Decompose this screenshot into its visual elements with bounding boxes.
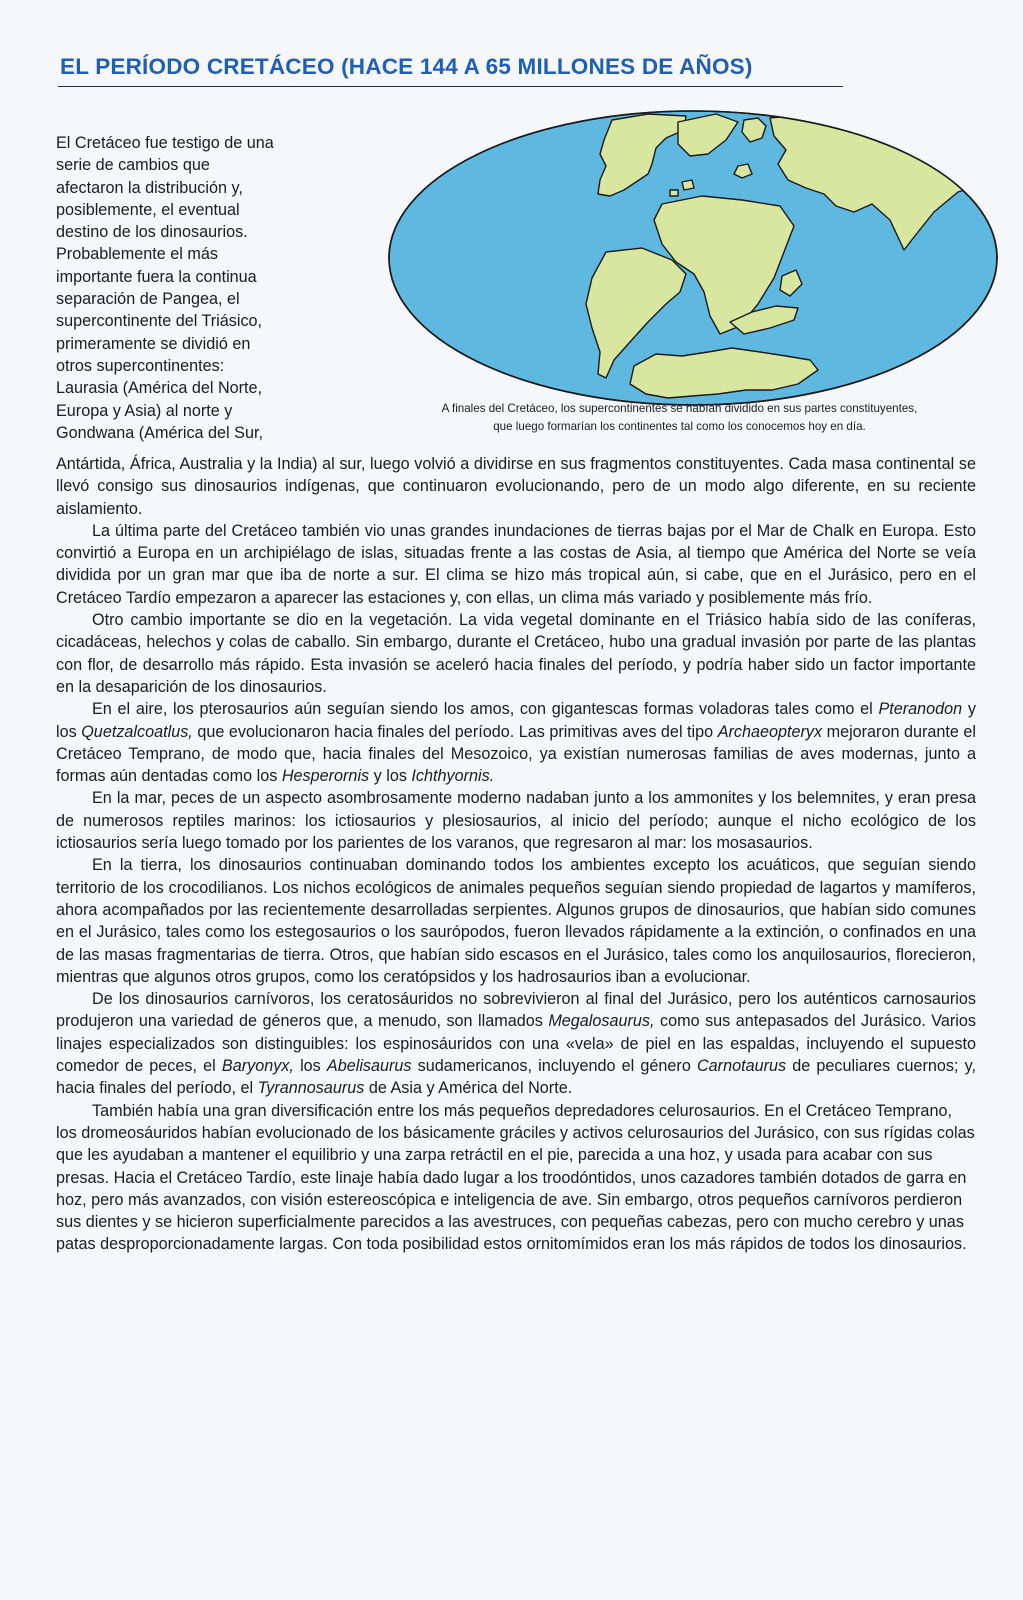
caption-line: que luego formarían los continentes tal como los conocemos hoy en día. [493,420,866,433]
intro-line: serie de cambios que [56,156,210,175]
europe-island [682,180,694,190]
genus-name: Megalosaurus, [548,1012,655,1031]
intro-line: separación de Pangea, el [56,290,240,309]
genus-name: Tyrannosaurus [257,1079,365,1098]
intro-column [56,132,376,444]
intro-line: supercontinente del Triásico, [56,312,263,331]
intro-line: importante fuera la continua [56,267,257,286]
map-illustration [386,108,1000,408]
caption-line: A finales del Cretáceo, los supercontinentes se habían dividido en sus partes constituyentes, [441,402,918,415]
intro-line: El Cretáceo fue testigo de una [56,134,274,152]
article-body [56,453,976,1256]
paragraph-coelurosaurs: También había una gran diversificación entre los más pequeños depredadores celurosaurios. En el Cretáceo Temprano, los dromeosáuridos habían evolucionado de los básicamente gráciles y activos celurosaurios del Jurásico, con sus rígidas colas que les ayudaban a mantener el equilibrio y una zarpa retráctil en el pie, parecida a una hoz, y usada para acabar con sus presas. Hacia el Cretáceo Tardío, este linaje había dado lugar a los troodóntidos, unos cazadores también dotados de garra en hoz, pero más avanzados, con visión estereoscópica e inteligencia de ave. Sin embargo, otros pequeños carnívoros perdieron sus dientes y se hicieron superficialmente parecidos a las avestruces, con pequeñas cabezas, pero con mucho cerebro y unas patas desproporcionadamente largas. Con toda posibilidad estos ornitomímidos eran los más rápidos de todos los dinosaurios. [56,1101,975,1254]
page-title: EL PERÍODO CRETÁCEO (HACE 144 A 65 MILLONES DE AÑOS) [60,54,753,79]
genus-name: Pteranodon [878,700,963,719]
map-caption [372,400,987,436]
europe-island [670,190,678,196]
genus-name: Baryonyx, [221,1057,294,1076]
intro-line: posiblemente, el eventual [56,200,240,219]
intro-line: Probablemente el más [56,245,218,264]
paragraph-climate: La última parte del Cretáceo también vio unas grandes inundaciones de tierras bajas por el Mar de Chalk en Europa. Esto convirtió a Europa en un archipiélago de islas, situadas frente a las costas de Asia, al tiempo que América del Norte se veía dividida por un gran mar que iba de norte a sur. El clima se hizo más tropical aún, si cabe, que en el Jurásico, pero en el Cretáceo Tardío empezaron a aparecer las estaciones y, con ellas, un clima más variado y posiblemente más frío. [56,521,976,607]
title-underline [58,86,843,87]
genus-name: Quetzalcoatlus, [81,722,193,741]
paragraph-vegetation: Otro cambio importante se dio en la vegetación. La vida vegetal dominante en el Triásico había sido de las coníferas, cicadáceas, helechos y colas de caballo. Sin embargo, durante el Cretáceo, hubo una gradual invasión por parte de las plantas con flor, de desarrollo más rápido. Esta invasión se aceleró hacia finales del período, y podría haber sido un factor importante en la desaparición de los dinosaurios. [56,611,976,696]
intro-line: afectaron la distribución y, [56,178,243,197]
intro-line: primeramente se dividió en [56,334,251,353]
paragraph-carnivores: De los dinosaurios carnívoros, los ceratosáuridos no sobrevivieron al final del Jurásico, pero los auténticos carnosaurios produjeron una variedad de géneros que, a menudo, son llamados Megalosaurus, como sus antepasados del Jurásico. Varios linajes especializados son distinguibles: los espinosáuridos con una «vela» de piel en las espaldas, incluyendo el supuesto comedor de peces, el Baryonyx, los Abelisaurus sudamericanos, incluyendo el género Carnotaurus de peculiares cuernos; y, hacia finales del período, el Tyrannosaurus de Asia y América del Norte. [56,990,976,1098]
intro-line: Gondwana (América del Sur, [56,423,263,442]
intro-line: Laurasia (América del Norte, [56,379,263,398]
intro-line: otros supercontinentes: [56,356,225,375]
paragraph-sea: En la mar, peces de un aspecto asombrosamente moderno nadaban junto a los ammonites y los belemnites, y eran presa de numerosos reptiles marinos: los ictiosaurios y plesiosaurios, al inicio del período; aunque el nicho ecológico de los ictiosaurios sería luego tomado por los parientes de los varanos, que regresaron al mar: los mosasaurios. [56,789,976,853]
genus-name: Carnotaurus [696,1057,787,1076]
paragraph-continents: Antártida, África, Australia y la India) al sur, luego volvió a dividirse en sus fragmentos constituyentes. Cada masa continental se llevó consigo sus dinosaurios indígenas, que continuaron evolucionando, pero de un modo algo diferente, en su reciente aislamiento. [56,455,976,518]
paragraph-land: En la tierra, los dinosaurios continuaban dominando todos los ambientes excepto los acuáticos, que seguían siendo territorio de los crocodilianos. Los nichos ecológicos de animales pequeños seguían siendo propiedad de lagartos y mamíferos, ahora acompañados por las recientemente desarrolladas serpientes. Algunos grupos de dinosaurios, que habían sido comunes en el Jurásico, tales como los estegosaurios o los saurópodos, fueron llevados rápidamente a la extinción, o confinados en una de las masas fragmentarias de tierra. Otros, que habían sido escasos en el Jurásico, tales como los anquilosaurios, florecieron, mientras que algunos otros grupos, como los ceratópsidos y los hadrosaurios iban a evolucionar. [56,856,976,986]
cretaceous-world-map [386,108,1000,408]
genus-name: Abelisaurus [326,1057,412,1076]
paragraph-air: En el aire, los pterosaurios aún seguían siendo los amos, con gigantescas formas voladoras tales como el Pteranodon y los Quetzalcoatlus, que evolucionaron hacia finales del período. Las primitivas aves del tipo Archaeopteryx mejoraron durante el Cretáceo Temprano, de modo que, hacia finales del Mesozoico, ya existían numerosas familias de aves modernas, junto a formas aún dentadas como los Hesperornis y los Ichthyornis. [56,700,976,786]
intro-line: Europa y Asia) al norte y [56,401,233,420]
genus-name: Ichthyornis. [411,767,495,786]
genus-name: Archaeopteryx [717,722,823,741]
genus-name: Hesperornis [281,767,370,786]
intro-line: destino de los dinosaurios. [56,223,248,242]
